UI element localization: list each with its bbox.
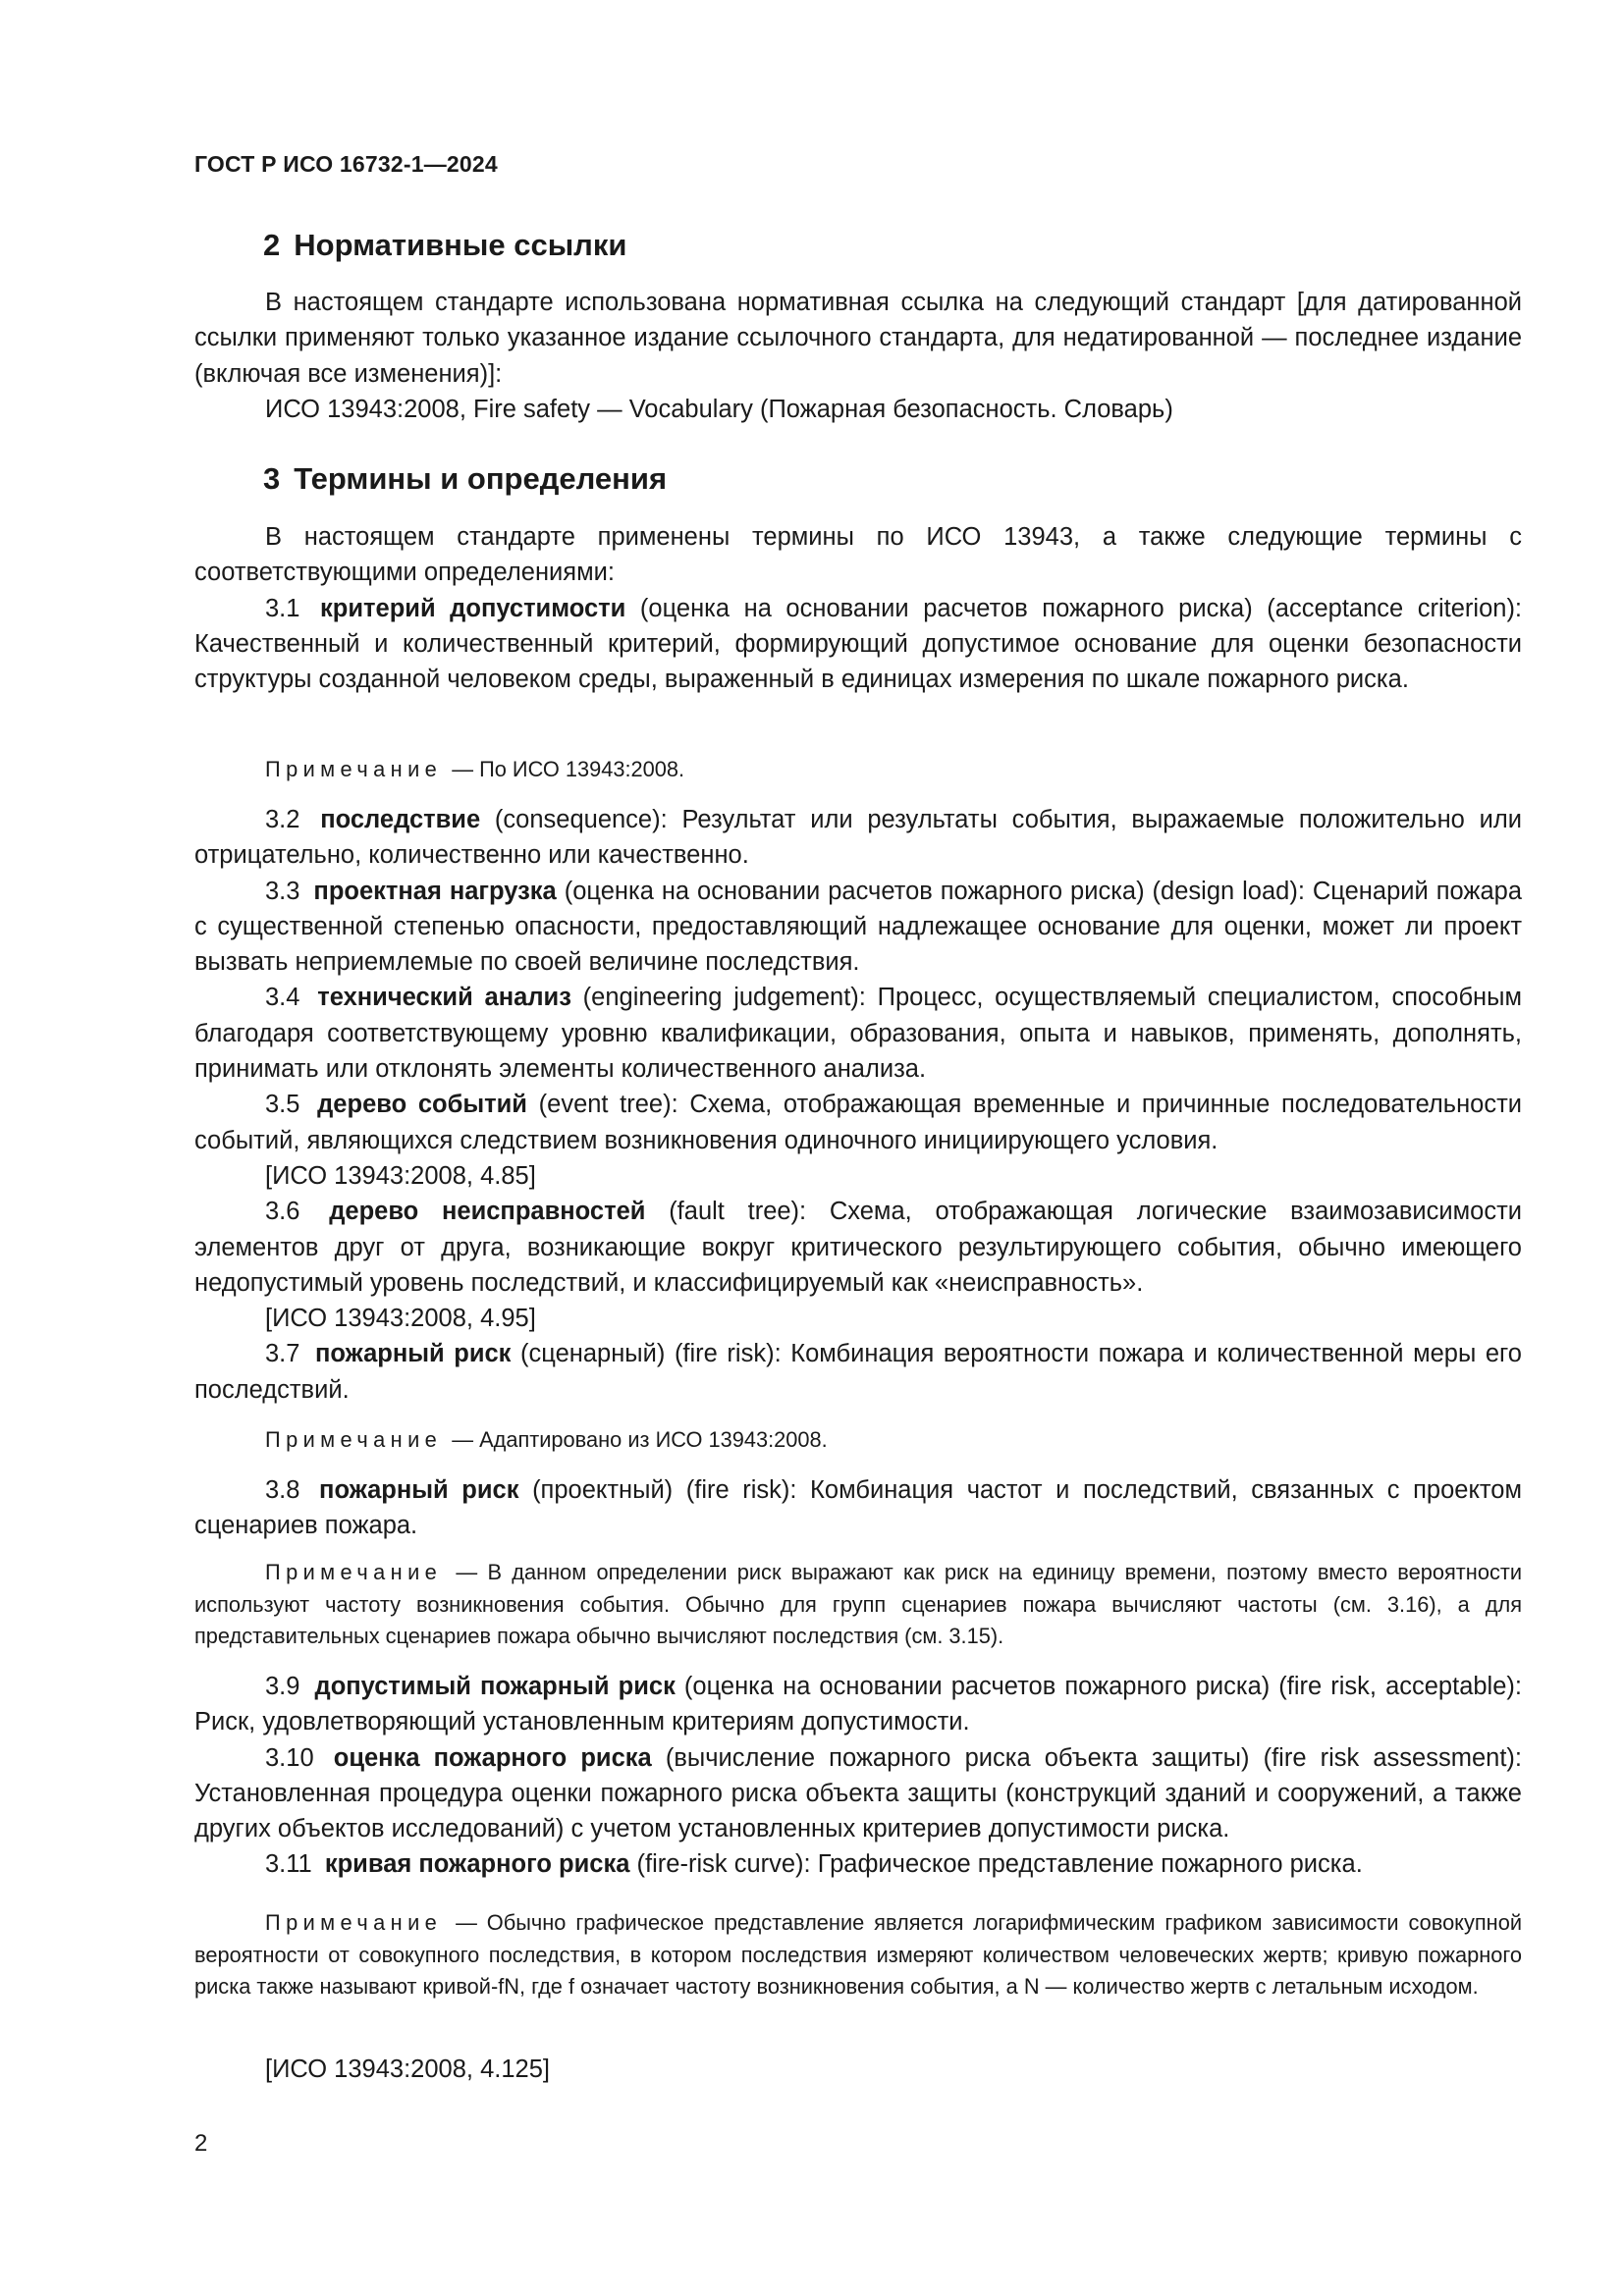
- note-text: — По ИСО 13943:2008.: [452, 757, 685, 781]
- term-number: 3.9: [265, 1673, 300, 1700]
- term-number: 3.8: [265, 1476, 300, 1504]
- note-label: Примечание: [265, 1910, 443, 1935]
- term-name: последствие: [320, 806, 481, 833]
- section-3-body-c: [194, 1472, 1522, 1544]
- term-name: технический анализ: [317, 984, 571, 1012]
- term-3-7: [194, 1336, 1522, 1408]
- term-name: дерево событий: [317, 1091, 527, 1119]
- note-3-11: [194, 1907, 1522, 2003]
- note-label: Примечание: [265, 757, 443, 781]
- section-2-body: [194, 285, 1522, 427]
- section-3-body-b: [194, 802, 1522, 1408]
- term-name: оценка пожарного риска: [333, 1743, 652, 1772]
- section-3-body-d: [194, 1669, 1522, 1883]
- section-3-body-a: [194, 519, 1522, 697]
- term-definition: (оценка на основании расчетов пожарного риска) (fire risk, acceptable): Риск, удовлетворяющий установленным критериям допустимости.: [194, 1673, 1522, 1736]
- term-definition: (engineering judgement): Процесс, осуществляемый специалистом, способным благодаря соответствующему уровню квалификации, образования, опыта и навыков, применять, дополнять, принимать или отклонять элементы количественного анализа.: [194, 984, 1522, 1084]
- note-3-7: [194, 1424, 1522, 1457]
- section-2-heading: [263, 228, 626, 263]
- term-definition: (проектный) (fire risk): Комбинация частот и последствий, связанных с проектом сценариев пожара.: [194, 1476, 1522, 1540]
- term-3-6-source: [ИСО 13943:2008, 4.95]: [265, 1305, 536, 1333]
- term-name: проектная нагрузка: [313, 877, 557, 905]
- term-definition: (оценка на основании расчетов пожарного риска) (acceptance criterion): Качественный и количественный критерий, формирующий допустимое основание для оценки безопасности структуры созданной человеком среды, выраженный в единицах измерения по шкале пожарного риска.: [194, 594, 1523, 694]
- term-name: кривая пожарного риска: [324, 1850, 630, 1879]
- term-name: пожарный риск: [319, 1476, 519, 1504]
- term-3-10: [194, 1740, 1522, 1847]
- section-2-number: 2: [263, 228, 281, 262]
- page-number: 2: [194, 2130, 208, 2157]
- term-number: 3.5: [265, 1091, 300, 1119]
- term-3-5-source: [ИСО 13943:2008, 4.85]: [265, 1161, 536, 1190]
- term-name: допустимый пожарный риск: [314, 1673, 676, 1700]
- term-3-2: [194, 802, 1522, 874]
- term-3-8: [194, 1472, 1522, 1544]
- term-number: 3.7: [265, 1340, 300, 1368]
- note-text: — В данном определении риск выражают как риск на единицу времени, поэтому вместо вероятности используют частоту возникновения события. Обычно для групп сценариев пожара вычисляют частоты (см. 3.16), а для представительных сценариев пожара обычно вычисляют последствия (см. 3.15).: [194, 1560, 1523, 1648]
- term-3-5: [194, 1087, 1522, 1158]
- term-definition: (вычисление пожарного риска объекта защиты) (fire risk assessment): Установленная процедура оценки пожарного риска объекта защиты (конструкций зданий и сооружений, а также других объектов исследований) с учетом установленных критериев допустимости риска.: [194, 1743, 1522, 1843]
- note-3-1: [194, 754, 1522, 786]
- section-2-intro: В настоящем стандарте использована нормативная ссылка на следующий стандарт [для датированной ссылки применяют только указанное издание ссылочного стандарта, для недатированной — последнее издание (включая все изменения)]:: [194, 289, 1522, 388]
- note-label: Примечание: [265, 1427, 443, 1452]
- term-number: 3.10: [265, 1743, 314, 1772]
- section-3-intro: В настоящем стандарте применены термины по ИСО 13943, а также следующие термины с соответствующими определениями:: [194, 523, 1522, 587]
- term-number: 3.2: [265, 806, 300, 833]
- term-number: 3.4: [265, 984, 300, 1012]
- section-3-number: 3: [263, 461, 281, 496]
- term-definition: (сценарный) (fire risk): Комбинация вероятности пожара и количественной меры его последствий.: [194, 1340, 1522, 1404]
- term-3-1: [194, 591, 1522, 698]
- term-definition: (event tree): Схема, отображающая временные и причинные последовательности событий, являющихся следствием возникновения одиночного инициирующего условия.: [194, 1091, 1523, 1154]
- note-text: — Обычно графическое представление является логарифмическим графиком зависимости совокупной вероятности от совокупного последствия, в котором последствия измеряют количеством человеческих жертв; кривую пожарного риска также называют кривой-fN, где f означает частоту возникновения события, а N — количество жертв с летальным исходом.: [194, 1910, 1523, 1999]
- term-definition: (fire-risk curve): Графическое представление пожарного риска.: [636, 1850, 1363, 1879]
- term-name: критерий допустимости: [320, 594, 626, 622]
- term-definition: (fault tree): Схема, отображающая логические взаимозависимости элементов друг от друга, возникающие вокруг критического результирующего события, обычно имеющего недопустимый уровень последствий, и классифицируемый как «неисправность».: [194, 1198, 1522, 1297]
- document-header: ГОСТ Р ИСО 16732-1—2024: [194, 151, 498, 177]
- term-number: 3.6: [265, 1198, 300, 1226]
- term-3-11-source: [ИСО 13943:2008, 4.125]: [265, 2056, 550, 2083]
- term-3-9: [194, 1669, 1522, 1740]
- note-text: — Адаптировано из ИСО 13943:2008.: [452, 1427, 828, 1452]
- note-label: Примечание: [265, 1560, 443, 1584]
- term-definition: (consequence): Результат или результаты события, выражаемые положительно или отрицательно, количественно или качественно.: [194, 806, 1522, 870]
- section-3-title: Термины и определения: [294, 461, 668, 496]
- term-number: 3.3: [265, 877, 300, 905]
- term-3-6: [194, 1194, 1522, 1301]
- term-3-11: [194, 1846, 1522, 1882]
- term-number: 3.1: [265, 594, 300, 622]
- term-name: дерево неисправностей: [329, 1198, 646, 1226]
- term-name: пожарный риск: [315, 1340, 512, 1368]
- term-definition: (оценка на основании расчетов пожарного риска) (design load): Сценарий пожара с существенной степенью опасности, предоставляющий надлежащее основание для оценки, может ли проект вызвать неприемлемые по своей величине последствия.: [194, 877, 1523, 977]
- section-2-title: Нормативные ссылки: [294, 228, 627, 262]
- term-3-4: [194, 980, 1522, 1087]
- term-3-3: [194, 874, 1522, 981]
- section-2-reference: ИСО 13943:2008, Fire safety — Vocabulary (Пожарная безопасность. Словарь): [265, 395, 1173, 423]
- term-number: 3.11: [265, 1850, 312, 1879]
- note-3-8: [194, 1557, 1522, 1653]
- section-3-heading: [263, 461, 667, 497]
